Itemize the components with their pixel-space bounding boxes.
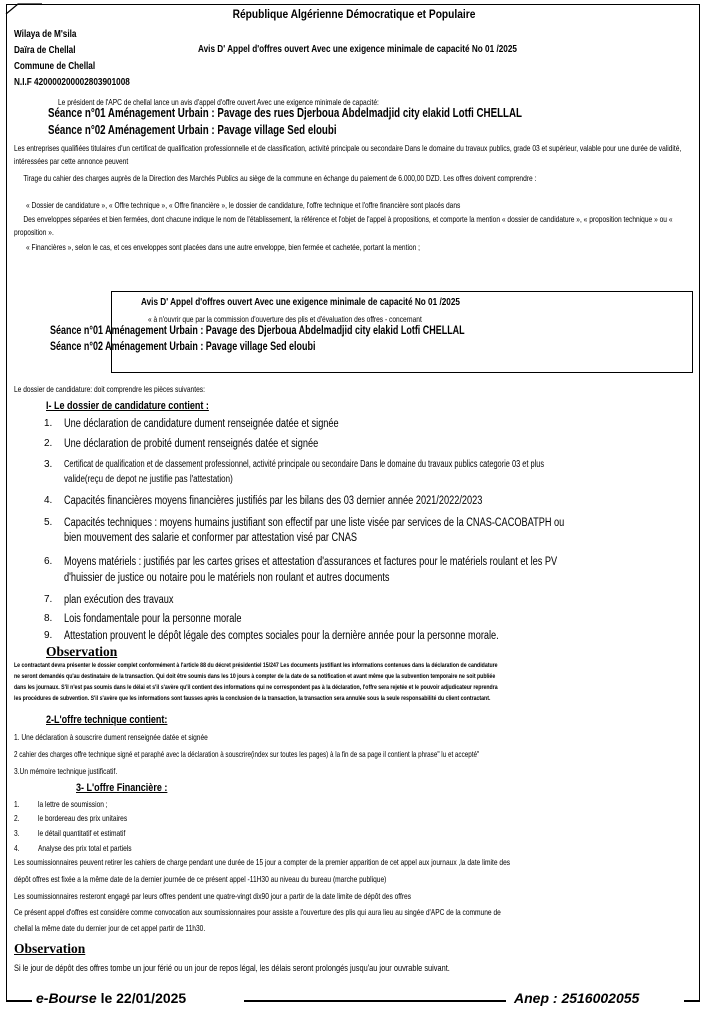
cand-item-6b: d'huissier de justice ou notaire pou le matériels non roulant et autres documents [64, 572, 390, 584]
footer-brand: e-Bourse [36, 990, 97, 1006]
cand-num-5: 5. [44, 517, 53, 528]
republic-title: République Algérienne Démocratique et Populaire [232, 7, 476, 21]
technique-line-1: 1. Une déclaration à souscrire dument renseignée datée et signée [14, 732, 208, 742]
intro-paragraph-1: Les entreprises qualifiées titulaires d'un certificat de qualification professionnelle et de classification, activité principale ou secondaire Dans le domaine du travaux publics, grade 03 et supérieur, valable pour une durée de validité, intéressées par cette annonce peuvent [14, 143, 682, 166]
fin-line-5: chellal la même date du dernier jour de cet appel partir de 11h30. [14, 923, 206, 933]
nif-label: N.I.F 420000200002803901008 [14, 77, 130, 88]
cand-item-5b: bien mouvement des salarie et conformer par attestation visé par CNAS [64, 532, 358, 544]
intro-seance-2: Séance n°02 Aménagement Urbain : Pavage village Sed eloubi [48, 123, 337, 137]
observation-2-title: Observation [14, 941, 86, 956]
cand-num-9: 9. [44, 630, 53, 641]
technique-line-2: 2 cahier des charges offre technique signé et paraphé avec la déclaration à souscrire(index sur toutes les pages) à la fin de sa page il contient la phrase" lu et accepté" [14, 749, 480, 759]
intro-paragraph-5: « Financières », selon le cas, et ces enveloppes sont placées dans une autre enveloppe, bien fermée et cachetée, portant la mention ; [26, 242, 420, 252]
cand-item-3b: valide(reçu de depot ne justifie pas l'attestation) [64, 474, 233, 485]
fin-num-1: 1. [14, 799, 20, 809]
cand-item-4: Capacités financières moyens financières justifiés par les bilans des 03 dernier année 2021/2022/2023 [64, 495, 483, 507]
fin-item-4: Analyse des prix total et partiels [38, 843, 132, 853]
wilaya-label: Wilaya de M'sila [14, 29, 77, 40]
cand-num-7: 7. [44, 594, 53, 605]
cand-item-5: Capacités techniques : moyens humains justifiant son effectif par une liste visée par services de la CNAS-CACOBATPH ou [64, 517, 565, 529]
fin-num-4: 4. [14, 843, 20, 853]
footer-rule-left [6, 1000, 32, 1002]
cand-item-1: Une déclaration de candidature dument renseignée datée et signée [64, 418, 339, 430]
cand-item-9: Attestation prouvent le dépôt légale des comptes sociales pour la dernière année pour la personne morale. [64, 630, 499, 642]
observation-2-text: Si le jour de dépôt des offres tombe un jour férié ou un jour de repos légal, les délais seront prolongés jusqu'au jour ouvrable suivant. [14, 963, 450, 974]
cand-item-8: Lois fondamentale pour la personne morale [64, 613, 242, 625]
intro-seance-1: Séance n°01 Aménagement Urbain : Pavage des rues Djerboua Abdelmadjid city elakid Lotfi CHELLAL [48, 106, 523, 120]
footer-anep: Anep : 2516002055 [514, 990, 640, 1006]
cand-num-6: 6. [44, 556, 53, 567]
footer-source [36, 990, 186, 1006]
cand-num-1: 1. [44, 418, 53, 429]
technique-title: 2-L'offre technique contient: [46, 714, 168, 726]
footer-date: le 22/01/2025 [96, 990, 187, 1006]
box-seance-2: Séance n°02 Aménagement Urbain : Pavage village Sed eloubi [50, 341, 316, 353]
box-subtitle: « à n'ouvrir que par la commission d'ouverture des plis et d'évaluation des offres - concernant [148, 314, 422, 324]
cand-item-7: plan exécution des travaux [64, 594, 174, 606]
cand-num-3: 3. [44, 459, 53, 470]
intro-paragraph-3: « Dossier de candidature », « Offre technique », « Offre financière », le dossier de candidature, l'offre technique et l'offre financière sont placés dans [26, 200, 461, 210]
fin-line-4: Ce présent appel d'offres est considère comme convocation aux soumissionnaires pour assiste a l'ouverture des plis qui aura lieu au singée d'APC de la commune de [14, 907, 501, 917]
box-seance-1: Séance n°01 Aménagement Urbain : Pavage des Djerboua Abdelmadjid city elakid Lotfi CHELLAL [50, 325, 465, 337]
cand-num-2: 2. [44, 438, 53, 449]
fin-num-2: 2. [14, 813, 20, 823]
observation-1-line-1: Le contractant devra présenter le dossier complet conformément à l'article 88 du décret présidentiel 15/247 Les documents justifiant les informations contenues dans la déclaration de candidature [14, 662, 498, 669]
footer-rule-right [684, 1000, 700, 1002]
fin-line-3: Les soumissionnaires resteront engagé par leurs offres pendent une quatre-vingt dix90 jour a partir de la date limite de dépôt des offres [14, 891, 412, 901]
corner-fold-icon [4, 2, 44, 16]
technique-line-3: 3.Un mémoire technique justificatif. [14, 766, 118, 776]
cand-num-8: 8. [44, 613, 53, 624]
cand-item-2: Une déclaration de probité dument renseignés datée et signée [64, 438, 319, 450]
president-line: Le président de l'APC de chellal lance un avis d'appel d'offre ouvert Avec une exigence minimale de capacité: [58, 97, 379, 107]
candidature-intro: Le dossier de candidature: doit comprendre les pièces suivantes: [14, 384, 205, 394]
fin-item-2: le bordereau des prix unitaires [38, 813, 128, 823]
cand-item-3: Certificat de qualification et de classement professionnel, activité principale ou secondaire Dans le domaine du travaux publics categorie 03 et plus [64, 459, 545, 470]
intro-paragraph-2: Tirage du cahier des charges auprès de la Direction des Marchés Publics au siège de la commune en échange du paiement de 6.000,00 DZD. Les offres doivent comprendre : [23, 173, 537, 183]
commune-label: Commune de Chellal [14, 61, 96, 72]
fin-line-1: Les soumissionnaires peuvent retirer les cahiers de charge pendant une durée de 15 jour a compter de la premier apparition de cet appel aux journaux ,la date limite des [14, 857, 511, 867]
cand-item-6: Moyens matériels : justifiés par les cartes grises et attestation d'assurances et factures pour le matériels roulant et les PV [64, 556, 558, 568]
fin-item-1: la lettre de soumission ; [38, 799, 108, 809]
avis-title: Avis D' Appel d'offres ouvert Avec une exigence minimale de capacité No 01 /2025 [198, 44, 517, 55]
daira-label: Daïra de Chellal [14, 45, 76, 56]
observation-1-line-4: les procédures de subvention. S'il s'avère que les informations sont fausses après la conclusion de la transaction, la transaction sera annulée sous la seule responsabilité du client contractant. [14, 695, 491, 702]
observation-1-line-3: dans les journaux. S'il n'est pas soumis dans le délai et s'il s'avère qu'il contient des informations qui ne correspondent pas à la déclaration, l'offre sera rejetée et le pouvoir adjudicateur reprendra [14, 684, 498, 691]
box-title: Avis D' Appel d'offres ouvert Avec une exigence minimale de capacité No 01 /2025 [141, 297, 460, 308]
candidature-title: I- Le dossier de candidature contient : [46, 400, 209, 412]
observation-1-title: Observation [46, 644, 118, 659]
financiere-title: 3- L'offre Financière : [76, 782, 168, 794]
footer-rule-middle [244, 1000, 506, 1002]
fin-item-3: le détail quantitatif et estimatif [38, 828, 126, 838]
fin-line-2: dépôt offres est fixée a la même date de la dernier journée de ce présent appel -11H30 au niveau du bureau (marche publique) [14, 874, 387, 884]
fin-num-3: 3. [14, 828, 20, 838]
cand-num-4: 4. [44, 495, 53, 506]
intro-paragraph-4: Des enveloppes séparées et bien fermées, dont chacune indique le nom de l'établissement, la référence et l'objet de l'appel à propositions, et comporte la mention « dossier de candidature », « proposition technique » ou « proposition ». [14, 214, 673, 237]
observation-1-line-2: ne seront demandés qu'au destinataire de la transaction. Qui doit être soumis dans les 10 jours à compter de la date de sa notification et avant même que la subvention temporaire ne soit publiée [14, 673, 496, 680]
